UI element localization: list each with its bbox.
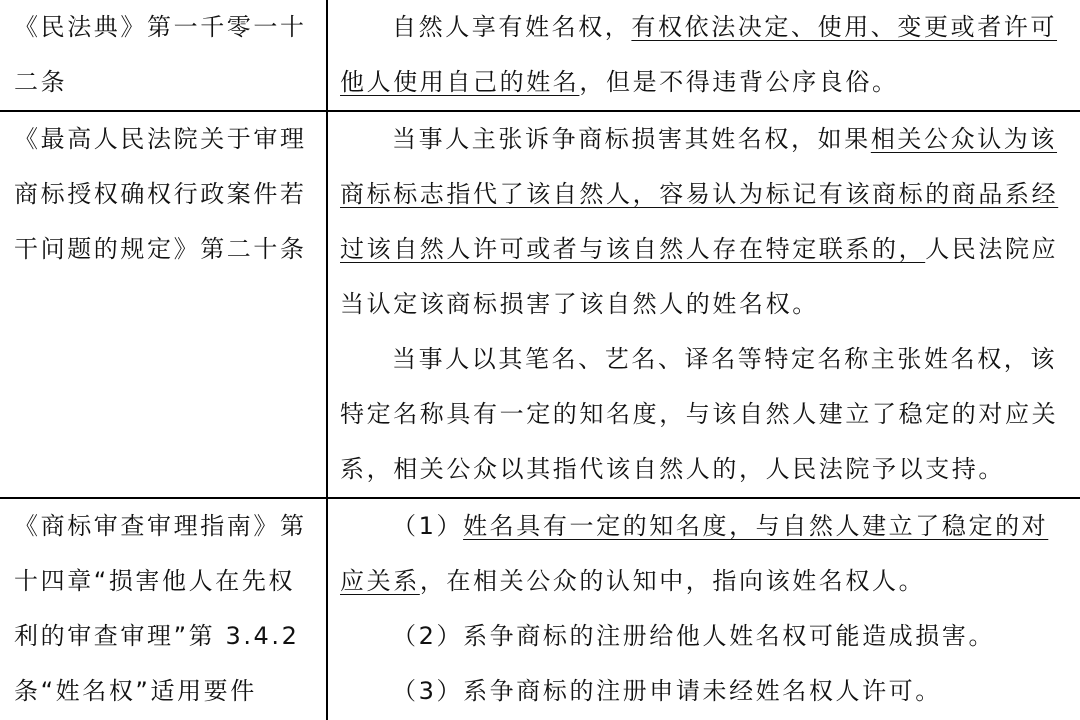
content-cell: [327, 498, 1080, 720]
text-segment: 当事人以其笔名、艺名、译名等特定名称主张姓名权，该特定名称具有一定的知名度，与该自然人建立了稳定的对应关系，相关公众以其指代该自然人的，人民法院予以支持。: [340, 345, 1059, 483]
table-row: [0, 0, 1080, 111]
source-text: 《民法典》第一千零一十二条: [14, 13, 307, 96]
underlined-text-segment: 有权依法决定、使用、变更或者许可他人使用自己的姓名: [340, 13, 1058, 96]
text-segment: 人民法院应当认定该商标损害了该自然人的姓名权。: [340, 235, 1059, 318]
underlined-text-segment: 姓名具有一定的知名度，与自然人建立了稳定的对应关系: [340, 512, 1049, 595]
source-text: 《最高人民法院关于审理商标授权确权行政案件若干问题的规定》第二十条: [14, 125, 307, 263]
content-paragraph: [340, 0, 1072, 110]
text-segment: 当事人主张诉争商标损害其姓名权，如果: [392, 125, 871, 153]
source-text: 《商标审查审理指南》第十四章“损害他人在先权利的审查审理”第 3.4.2 条“姓名权”适用要件: [14, 512, 307, 705]
text-segment: 自然人享有姓名权，: [392, 13, 632, 41]
underlined-text-segment: 相关公众认为该商标标志指代了该自然人，容易认为标记有该商标的商品系经过该自然人许可或者与该自然人存在特定联系的，: [340, 125, 1059, 263]
content-cell: [327, 0, 1080, 111]
text-segment: （3）系争商标的注册申请未经姓名权人许可。: [392, 677, 942, 705]
content-cell: [327, 111, 1080, 498]
text-segment: ，但是不得违背公序良俗。: [579, 68, 899, 96]
source-cell: [0, 111, 327, 498]
text-segment: （2）系争商标的注册给他人姓名权可能造成损害。: [392, 622, 996, 650]
text-segment: ，在相关公众的认知中，指向该姓名权人。: [419, 567, 926, 595]
table-row: [0, 498, 1080, 720]
table-row: [0, 111, 1080, 498]
source-cell: [0, 0, 327, 111]
content-paragraph: [340, 664, 1072, 719]
text-segment: （1）: [392, 512, 464, 540]
content-paragraph: [340, 609, 1072, 664]
content-paragraph: [340, 332, 1072, 497]
content-paragraph: [340, 499, 1072, 609]
content-paragraph: [340, 112, 1072, 332]
source-cell: [0, 498, 327, 720]
